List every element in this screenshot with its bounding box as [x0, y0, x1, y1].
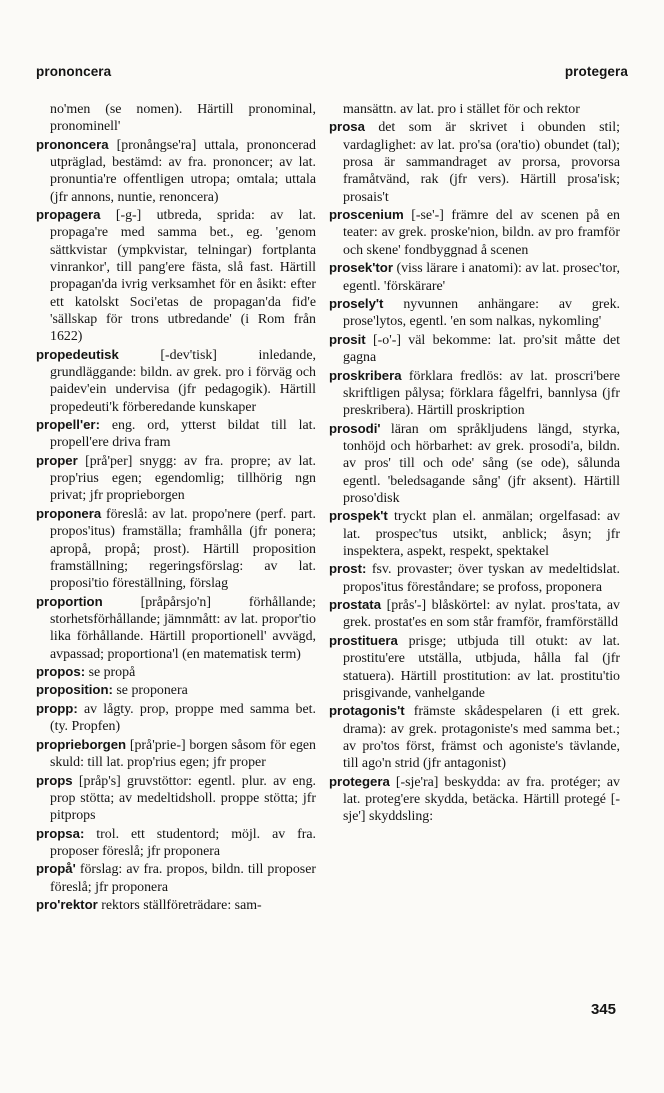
dictionary-entry [36, 663, 316, 681]
dictionary-entry [36, 101, 316, 136]
entry-headword: propos: [36, 664, 86, 679]
dictionary-entry [36, 505, 316, 592]
entry-headword: propsa: [36, 825, 85, 841]
entry-definition: trol. ett studentord; möjl. av fra. proposer föreslå; jfr proponera [50, 826, 316, 859]
dictionary-entry [36, 681, 316, 699]
entry-definition: [prå'prie-] borgen såsom för egen skuld: till lat. prop'rius egen; jfr proper [50, 737, 316, 771]
dictionary-entry [329, 632, 620, 702]
dictionary-entry [329, 702, 620, 772]
dictionary-entry [36, 206, 316, 345]
dictionary-entry [36, 896, 316, 914]
entry-headword: protagonis't [329, 703, 405, 719]
entry-headword: prosodi' [329, 420, 381, 436]
dictionary-entry [36, 700, 316, 736]
dictionary-entry [36, 860, 316, 896]
entry-definition: eng. ord, ytterst bildat till lat. propell'ere driva fram [50, 418, 316, 451]
entry-headword: prononcera [36, 136, 109, 152]
entry-definition: fsv. provaster; över tyskan av medeltidslat. propos'itus föreståndare; se profoss, proponera [343, 562, 620, 595]
dictionary-entry [36, 452, 316, 505]
entry-headword: props [36, 772, 73, 788]
entry-definition: [-sje'ra] beskydda: av fra. protéger; av lat. proteg'ere skydda, betäcka. Härtill protegé [-sje'] skyddsling: [343, 774, 620, 825]
dictionary-entry [36, 416, 316, 452]
entry-headword: prostituera [329, 632, 398, 648]
entry-definition: [-o'-] väl bekomme: lat. pro'sit måtte det gagna [343, 332, 620, 366]
entry-headword: proskribera [329, 367, 402, 383]
entry-headword: pro'rektor [36, 897, 98, 913]
dictionary-entry [329, 206, 620, 259]
entry-definition: [-dev'tisk] inledande, grundläggande: bildn. av grek. pro i förväg och paidev'ein undervisa (jfr pedagogik). Härtill propedeuti'k förberedande kunskaper [50, 347, 316, 415]
dictionary-entry [36, 736, 316, 772]
entry-definition: [-g-] utbreda, sprida: av lat. propaga're med samma bet., eg. 'genom sättkvistar (ympkvistar, telningar) fortplanta vinrankor', till pang'ere fästa, slå fast. Härtill propagan'da ivrig verksamhet för en åsikt: efter ett katolskt Soci'etas de propagan'da fid'e 'sällskap för trons utbredande' (i Rom från 1622) [50, 208, 316, 345]
left-guide-word: prononcera [36, 64, 112, 79]
dictionary-entry [329, 259, 620, 295]
dictionary-entry [329, 295, 620, 331]
entry-definition: mansättn. av lat. pro i stället för och rektor [343, 102, 580, 117]
entry-headword: prost: [329, 561, 367, 577]
entry-definition: [prås'-] blåskörtel: av nylat. pros'tata, av grek. prostat'es en som står framför, framförställd [343, 598, 620, 631]
dictionary-entry [329, 101, 620, 118]
dictionary-entry [36, 825, 316, 861]
entry-headword: propagera [36, 207, 101, 223]
entry-headword: prosek'tor [329, 260, 393, 276]
entry-headword: proscenium [329, 207, 404, 223]
entry-definition: förklara fredlös: av lat. proscri'bere skriftligen pålysa; förklara fågelfri, bannlysa (jfr preskribera). Härtill proskription [343, 368, 620, 419]
page-number: 345 [590, 1001, 616, 1018]
dictionary-entry [329, 596, 620, 632]
entry-headword: proprieborgen [36, 736, 127, 752]
dictionary-entry [329, 507, 620, 560]
entry-headword: prostata [329, 597, 382, 613]
entry-headword: prosit [329, 331, 366, 347]
right-column [329, 101, 620, 826]
entry-headword: proposition: [36, 682, 113, 698]
entry-headword: proportion [36, 593, 103, 609]
entry-definition: [pråp's] gruvstöttor: egentl. plur. av eng. prop stötta; av medeltidsholl. proppe stötta; jfr pitprops [50, 773, 316, 824]
dictionary-entry [36, 772, 316, 825]
dictionary-entry [329, 773, 620, 826]
entry-definition: se proponera [112, 683, 188, 699]
entry-definition: [-se'-] främre del av scenen på en teater: av grek. proske'nion, bildn. av pro framför och skene' fondbyggnad å scenen [343, 208, 620, 258]
entry-headword: prosa [329, 119, 365, 135]
entry-definition: föreslå: av lat. propo'nere (perf. part. propos'itus) framställa; framhålla (jfr ponera; apropå, propå; prost). Härtill proposition framställning; regeringsförslag: av lat. proposi'tio föreställning, förslag [50, 506, 316, 592]
dictionary-entry [329, 560, 620, 596]
entry-headword: propå' [36, 861, 76, 877]
entry-definition: av lågty. prop, proppe med samma bet. (ty. Propfen) [50, 701, 316, 735]
dictionary-entry [329, 331, 620, 367]
dictionary-entry [36, 136, 316, 206]
entry-headword: propedeutisk [36, 346, 119, 362]
entry-definition: [pråpårsjo'n] förhållande; storhetsförhållande; jämnmått: av lat. propor'tio lika förhållande. Härtill proportionell' avvägd, avpassad; proportiona'l (en matematisk term) [50, 594, 316, 662]
entry-definition: främste skådespelaren (i ett grek. drama): av grek. protagoniste's med samma bet.; av pro'tos först, främst och agoniste's tävlande, till ago'n strid (jfr antagonist) [343, 704, 620, 772]
entry-headword: prosely't [329, 296, 384, 312]
entry-definition: [prå'per] snygg: av fra. propre; av lat. prop'rius egen; egendomlig; tillhörig ngn privat; jfr proprieborgen [50, 453, 316, 504]
left-column [36, 101, 316, 915]
entry-definition: prisge; utbjuda till otukt: av lat. prostitu'ere utställa, utbjuda, hålla fal (jfr statuera). Härtill prostitution: av lat. prostitu'tio prisgivande, vanhelgande [343, 633, 620, 701]
entry-definition: det som är skrivet i obunden stil; vardaglighet: av lat. pro'sa (ora'tio) obundet (tal); prosa är sammandraget av prorsa, provorsa framåtvänd, rak (jfr vers). Härtill prosa'isk; prosais't [343, 120, 620, 205]
right-guide-word: protegera [564, 64, 628, 79]
running-head [36, 64, 628, 79]
dictionary-entry [36, 593, 316, 663]
entry-headword: proper [36, 452, 78, 468]
entry-definition: förslag: av fra. propos, bildn. till proposer föreslå; jfr proponera [50, 862, 316, 895]
entry-headword: propell'er: [36, 417, 100, 433]
entry-headword: prospek't [329, 508, 388, 524]
dictionary-entry [329, 367, 620, 420]
entry-definition: rektors ställföreträdare: sam- [97, 898, 262, 914]
entry-headword: propp: [36, 700, 78, 716]
entry-definition: läran om språkljudens längd, styrka, tonhöjd och hörbarhet: av grek. prosodi'a, bildn. av pros' till och ode' sång (se ode), sålunda egentl. 'beledsagande sång' (jfr aksent). Härtill proso'disk [343, 421, 620, 506]
entry-headword: protegera [329, 773, 390, 789]
dictionary-entry [36, 346, 316, 416]
dictionary-entry [329, 420, 620, 507]
entry-definition: no'men (se nomen). Härtill pronominal, pronominell' [50, 102, 316, 135]
dictionary-entry [329, 118, 620, 205]
entry-definition: (viss lärare i anatomi): av lat. prosec'tor, egentl. 'förskärare' [343, 261, 620, 294]
entry-definition: tryckt plan el. anmälan; orgelfasad: av lat. prospec'tus utsikt, anblick; åsyn; jfr inspektera, aspekt, respekt, spektakel [343, 509, 620, 559]
entry-headword: proponera [36, 505, 102, 521]
entry-definition: [pronångse'ra] uttala, prononcerad utpräglad, bestämd: av fra. prononcer; av lat. pronuntia're offentligen utropa; omtala; uttala (jfr annons, nuntie, renoncera) [50, 137, 316, 205]
entry-definition: nyvunnen anhängare: av grek. prose'lytos, egentl. 'en som nalkas, nykomling' [343, 297, 620, 330]
entry-definition: se propå [85, 665, 136, 680]
